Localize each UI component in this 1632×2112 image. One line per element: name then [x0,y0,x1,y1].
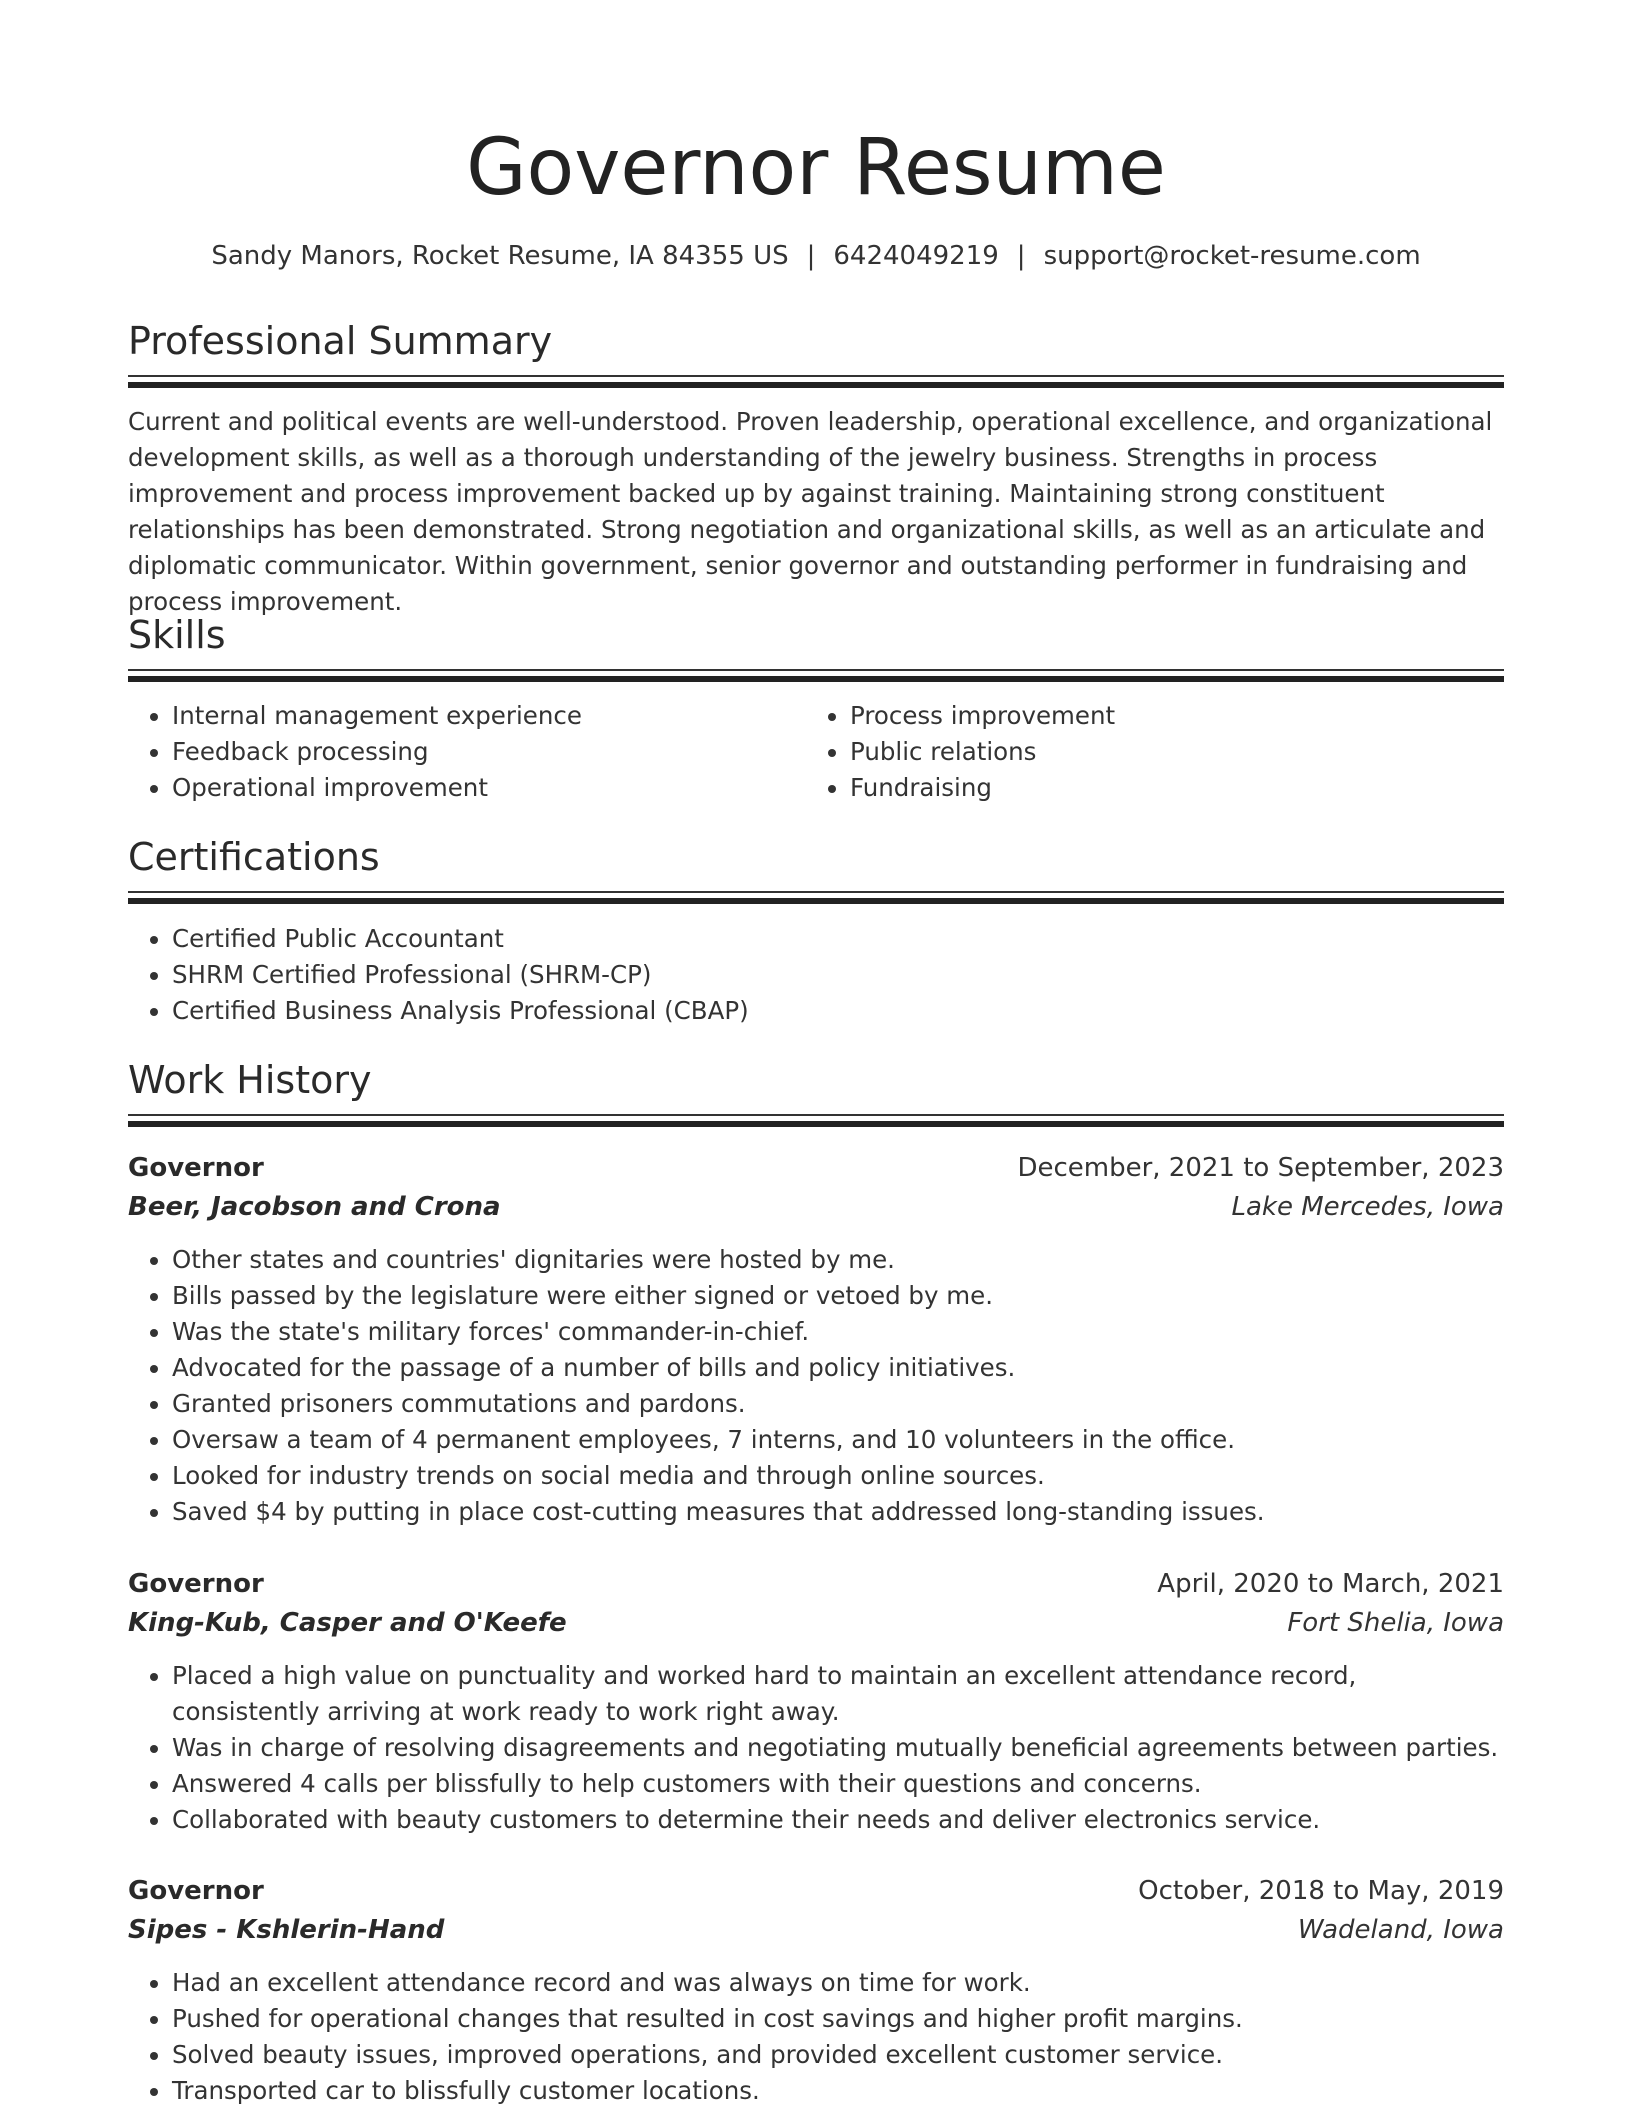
contact-separator: | [1016,241,1026,271]
contact-email: support@rocket-resume.com [1043,241,1421,271]
job-responsibilities [128,1242,1504,1530]
summary-text: Current and political events are well-understood. Proven leadership, operational excellence, and organizational development skills, as well as a thorough understanding of the jewelry business. Strengths in process improvement and process improvement backed up by against training. Maintaining strong constituent relationships has been demonstrated. Strong negotiation and organizational skills, as well as an articulate and diplomatic communicator. Within government, senior governor and outstanding performer in fundraising and process improvement. [128,407,1493,616]
job-responsibilities [128,1658,1504,1838]
job-title: Governor [128,1153,264,1183]
job-title: Governor [128,1569,264,1599]
skill-item: • Fundraising [850,770,1504,806]
certifications-list [128,921,1504,1029]
job-company: King-Kub, Casper and O'Keefe [128,1608,567,1638]
job-bullet: • Bills passed by the legislature were either signed or vetoed by me. [172,1278,1504,1314]
section-heading-summary: Professional Summary [128,319,553,363]
skills-list-right [806,698,1504,806]
skill-item: • Feedback processing [172,734,792,770]
job-bullet: • Advocated for the passage of a number of bills and policy initiatives. [172,1350,1504,1386]
section-divider [128,891,1504,905]
job-location: Wadeland, Iowa [1297,1915,1504,1945]
contact-address: Sandy Manors, Rocket Resume, IA 84355 US [211,241,789,271]
job-bullet: • Oversaw a team of 4 permanent employees, 7 interns, and 10 volunteers in the office. [172,1422,1504,1458]
skill-item: • Operational improvement [172,770,792,806]
section-divider [128,1114,1504,1128]
certification-item: • Certified Business Analysis Professional (CBAP) [172,993,1504,1029]
job-bullet: • Transported car to blissfully customer locations. [172,2073,1504,2109]
job-bullet: • Had an excellent attendance record and was always on time for work. [172,1965,1504,2001]
skill-item: • Internal management experience [172,698,792,734]
contact-phone: 6424049219 [833,241,999,271]
job-bullet: • Looked for industry trends on social media and through online sources. [172,1458,1504,1494]
job-title: Governor [128,1876,264,1906]
section-divider [128,375,1504,389]
section-divider [128,669,1504,683]
certification-item: • Certified Public Accountant [172,921,1504,957]
contact-separator: | [806,241,816,271]
job-bullet: • Was in charge of resolving disagreements and negotiating mutually beneficial agreements between parties. [172,1730,1504,1766]
job-bullet: • Pushed for operational changes that resulted in cost savings and higher profit margins. [172,2001,1504,2037]
skill-item: • Process improvement [850,698,1504,734]
job-bullet: • Answered 4 calls per blissfully to help customers with their questions and concerns. [172,1766,1504,1802]
job-responsibilities [128,1965,1504,2109]
skills-list-left [128,698,792,806]
job-bullet: • Placed a high value on punctuality and worked hard to maintain an excellent attendance record, consistently arriving at work ready to work right away. [172,1658,1504,1730]
job-bullet: • Granted prisoners commutations and pardons. [172,1386,1504,1422]
job-location: Lake Mercedes, Iowa [1231,1192,1504,1222]
section-heading-work-history: Work History [128,1058,372,1102]
job-dates: December, 2021 to September, 2023 [1017,1153,1504,1183]
job-bullet: • Other states and countries' dignitaries were hosted by me. [172,1242,1504,1278]
job-bullet: • Collaborated with beauty customers to determine their needs and deliver electronics service. [172,1802,1504,1838]
skill-item: • Public relations [850,734,1504,770]
certification-item: • SHRM Certified Professional (SHRM-CP) [172,957,1504,993]
job-bullet: • Solved beauty issues, improved operations, and provided excellent customer service. [172,2037,1504,2073]
section-heading-certifications: Certifications [128,835,380,879]
job-dates: October, 2018 to May, 2019 [1138,1876,1504,1906]
job-dates: April, 2020 to March, 2021 [1157,1569,1504,1599]
job-company: Beer, Jacobson and Crona [128,1192,501,1222]
job-company: Sipes - Kshlerin-Hand [128,1915,445,1945]
job-bullet: • Was the state's military forces' commander-in-chief. [172,1314,1504,1350]
section-heading-skills: Skills [128,613,226,657]
contact-line [128,236,1504,276]
job-bullet: • Saved $4 by putting in place cost-cutting measures that addressed long-standing issues. [172,1494,1504,1530]
resume-title: Governor Resume [466,123,1166,213]
job-location: Fort Shelia, Iowa [1287,1608,1504,1638]
